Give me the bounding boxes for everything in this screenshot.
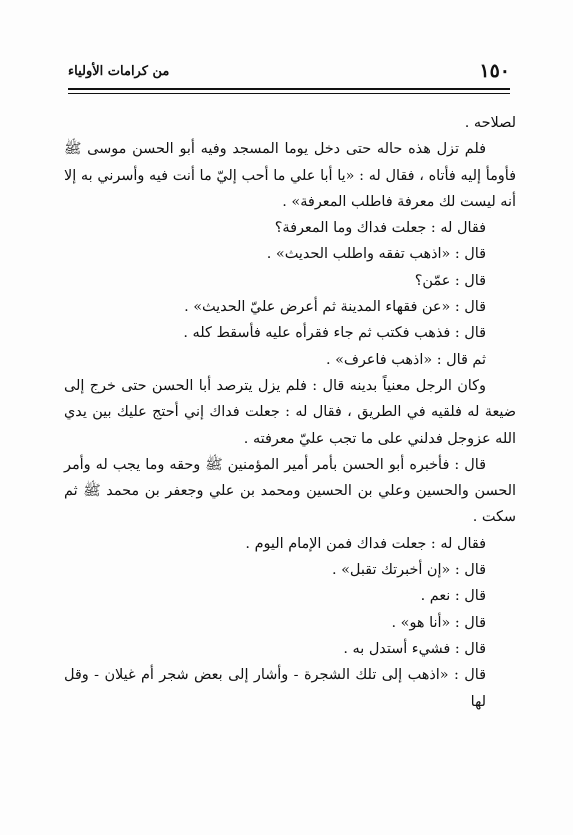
body-text bbox=[64, 110, 516, 715]
dialog-line: قال : «أنا هو» . bbox=[391, 614, 486, 631]
header-rule-thick bbox=[68, 88, 510, 90]
paragraph: لصلاحه . bbox=[464, 115, 516, 131]
dialog-line: قال : «إن أخبرتك تقبل» . bbox=[331, 562, 486, 579]
dialog-line: فقال له : جعلت فداك وما المعرفة؟ bbox=[274, 220, 486, 237]
dialog-line: قال : «اذهب تفقه واطلب الحديث» . bbox=[266, 246, 486, 263]
page-header bbox=[68, 58, 510, 86]
dialog-line: قال : عمّن؟ bbox=[414, 272, 486, 289]
page-number: ١٥٠ bbox=[479, 60, 510, 82]
dialog-line: قال : نعم . bbox=[420, 588, 486, 605]
running-title: من كرامات الأولياء bbox=[68, 64, 170, 79]
header-rule-thin bbox=[68, 93, 510, 94]
dialog-line: قال : فشيء أستدل به . bbox=[343, 640, 486, 657]
dialog-line: فقال له : جعلت فداك فمن الإمام اليوم . bbox=[245, 535, 486, 552]
dialog-line: قال : فذهب فكتب ثم جاء فقرأه عليه فأسقط كله . bbox=[183, 325, 486, 342]
paragraph: قال : فأخبره أبو الحسن بأمر أمير المؤمنين ﷺ وحقه وما يجب له وأمر الحسن والحسين وعلي بن الحسين ومحمد بن علي وجعفر بن محمد ﷺ ثم سكت . bbox=[64, 456, 516, 526]
paragraph: فلم تزل هذه حاله حتى دخل يوما المسجد وفيه أبو الحسن موسى ﷺ فأومأ إليه فأتاه ، فقال له : «يا أبا علي ما أحب إليّ ما أنت فيه وأسرني به إلا أنه ليست لك معرفة فاطلب المعرفة» . bbox=[64, 141, 516, 210]
dialog-line: قال : «عن فقهاء المدينة ثم أعرض عليّ الحديث» . bbox=[184, 299, 486, 316]
paragraph: وكان الرجل معنياً بدينه قال : فلم يزل يترصد أبا الحسن حتى خرج إلى ضيعة له فلقيه في الطريق ، فقال له : جعلت فداك إني أحتج عليك بين يدي الله عزوجل فدلني على ما تجب عليّ معرفته . bbox=[64, 377, 516, 447]
dialog-line: قال : «اذهب إلى تلك الشجرة - وأشار إلى بعض شجر أم غيلان - وقل لها bbox=[64, 667, 486, 710]
dialog-line: ثم قال : «اذهب فاعرف» . bbox=[325, 351, 486, 368]
